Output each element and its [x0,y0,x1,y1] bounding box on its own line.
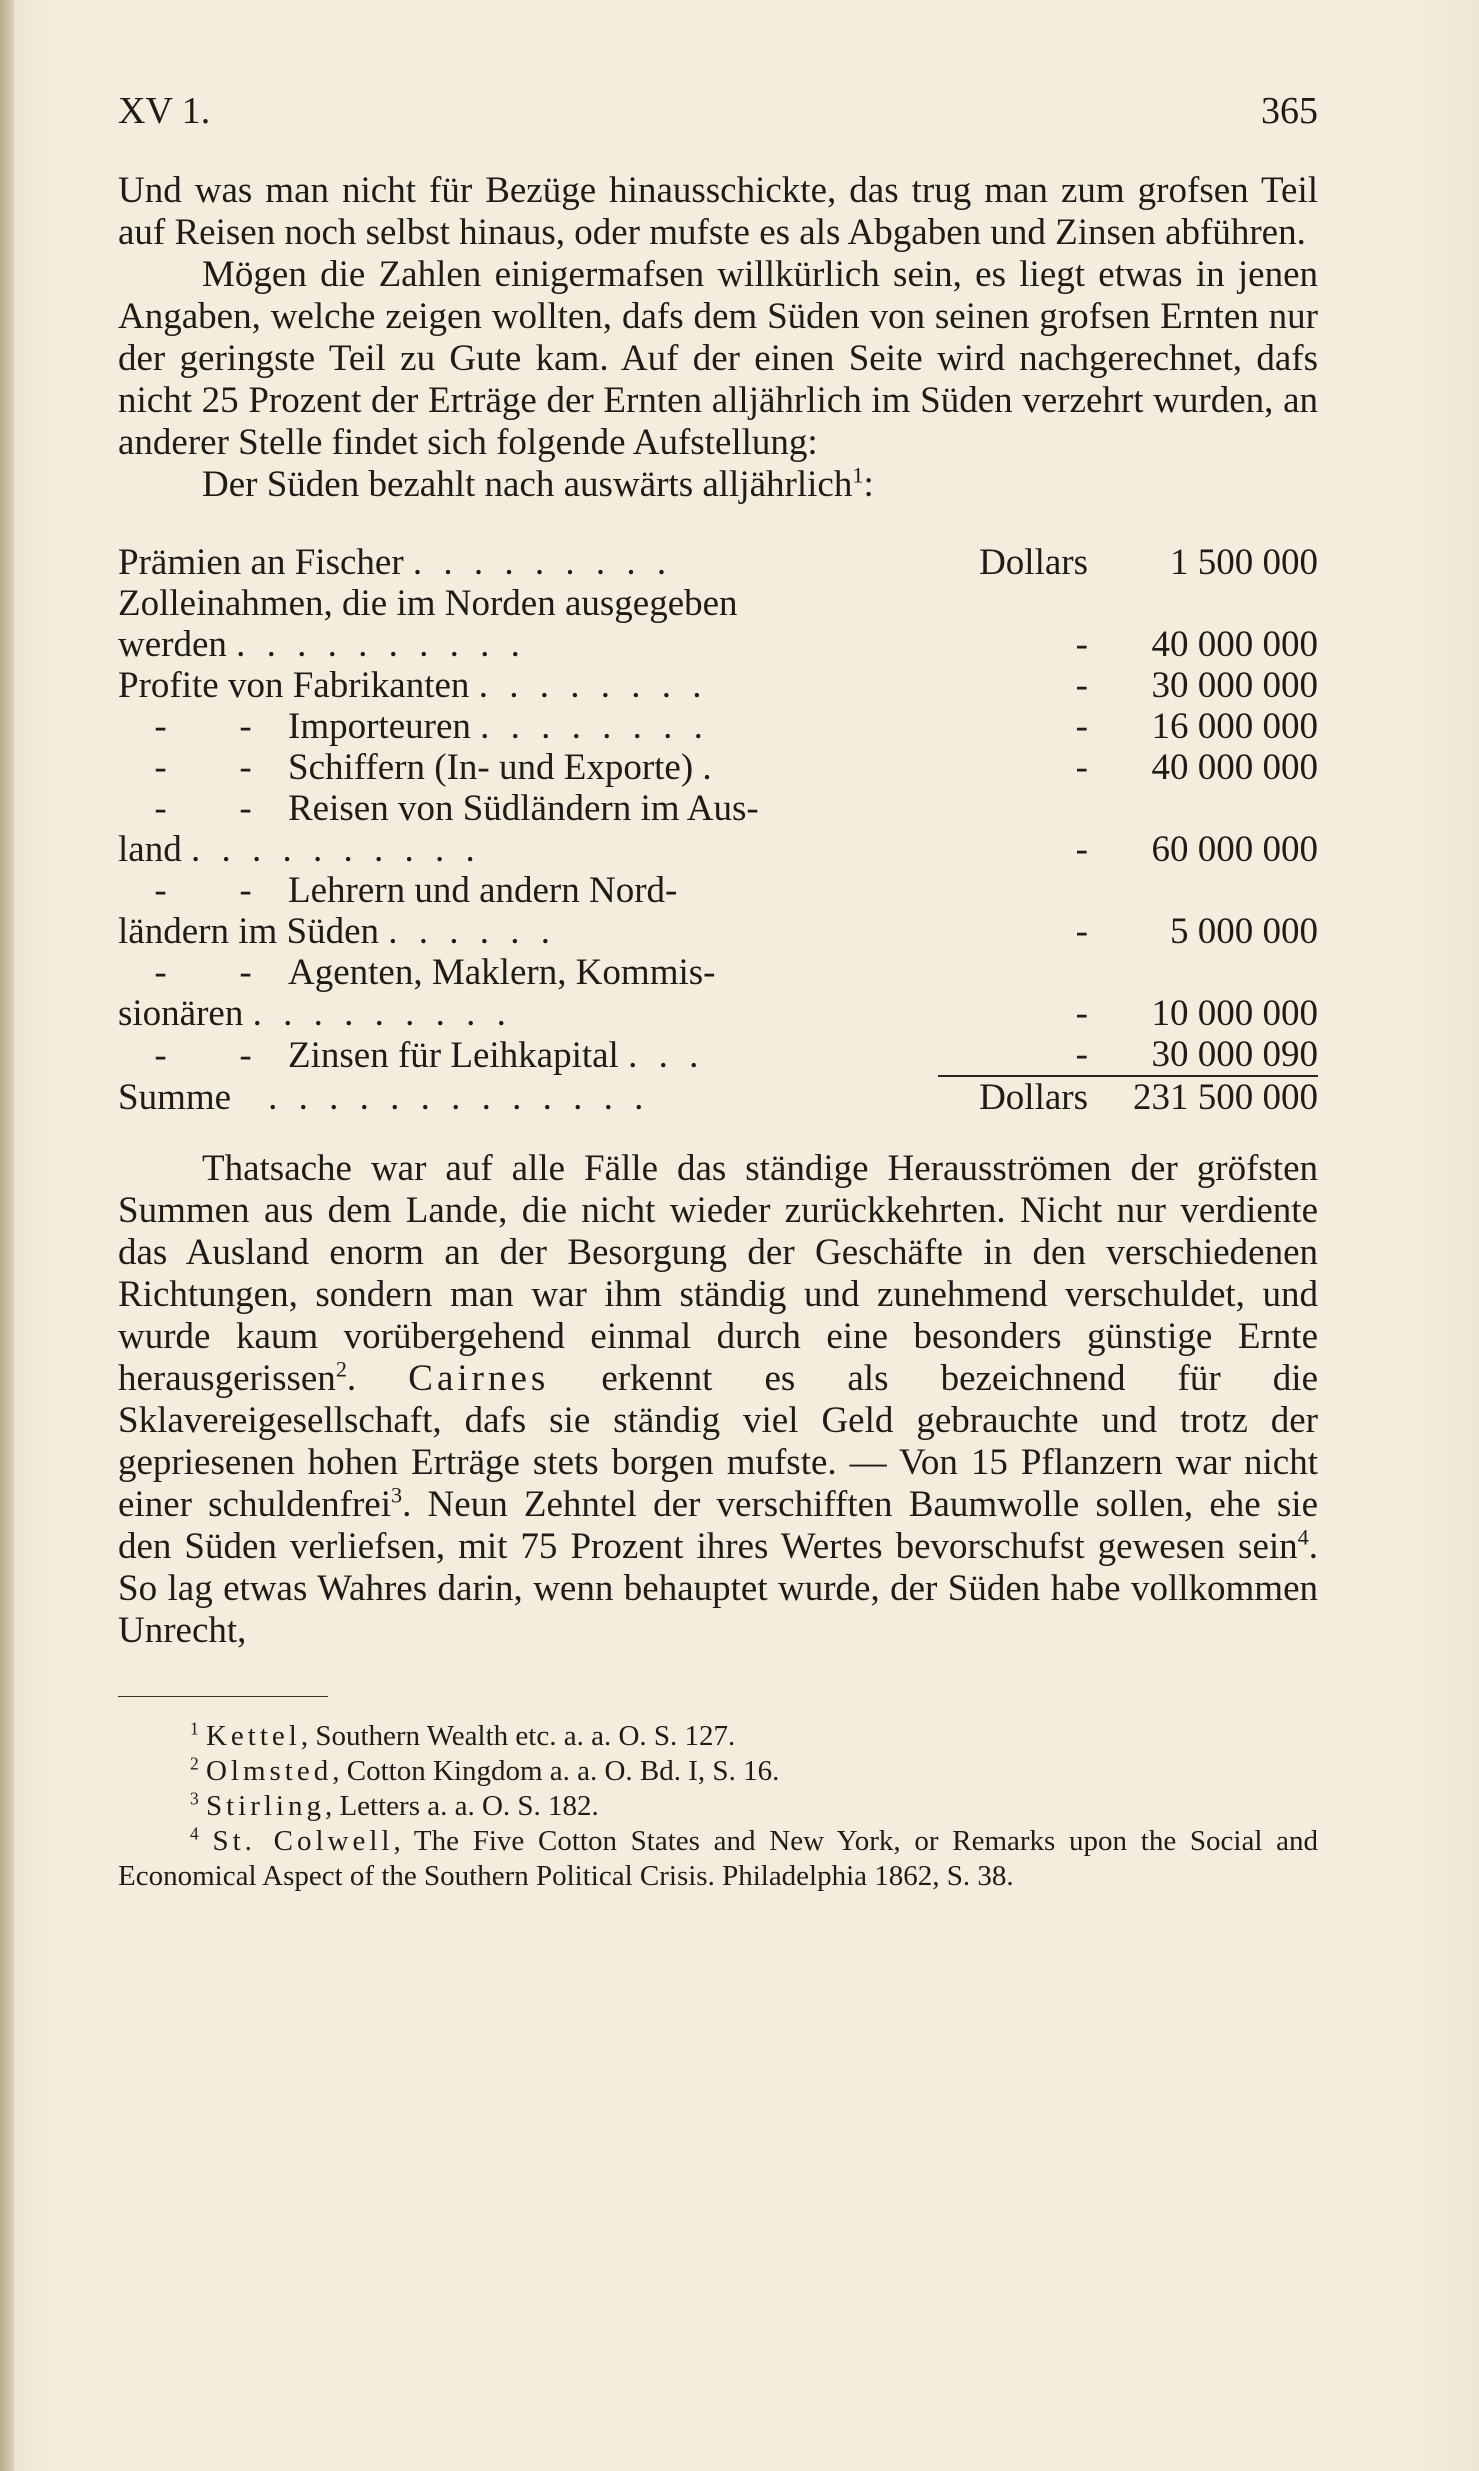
row-label: Profite von Fabrikanten [118,665,470,706]
row-label: Prämien an Fischer [118,542,404,583]
footnote-author: St. Colwell [212,1825,394,1857]
footnote-number: 1 [190,1718,199,1739]
row-label: ländern im Süden [118,911,380,952]
payments-table [118,542,1318,1118]
ditto-mark: - [154,1035,167,1076]
footnote-author: Stirling [205,1790,325,1822]
table-row: sionären . . . . . . . . . - 10 000 000 [118,993,1318,1034]
table-row: Prämien an Fischer . . . . . . . . . Dollars 1 500 000 [118,542,1318,583]
footnote [118,1754,1318,1789]
footnote-author: Olmsted [205,1755,333,1787]
table-row: land . . . . . . . . . . - 60 000 000 [118,829,1318,870]
row-label: Zolleinahmen, die im Norden ausgegeben [118,583,738,624]
row-amount: 10 000 000 [1151,993,1318,1034]
table-row [118,583,1318,624]
footnote-ref: 2 [335,1356,347,1382]
row-amount: 60 000 000 [1151,829,1318,870]
row-unit: - [1075,747,1088,788]
row-label: Agenten, Maklern, Kommis- [288,952,716,993]
row-label: Zinsen für Leihkapital [288,1035,619,1076]
row-label: Lehrern und andern Nord- [288,870,678,911]
footnote-number: 2 [190,1753,199,1774]
paragraph-1: Und was man nicht für Bezüge hinausschickte, das trug man zum grofsen Teil auf Reisen noch selbst hinaus, oder mufste es als Abgaben und Zinsen abführen. [118,170,1318,253]
page-content [118,90,1318,1894]
page-binding-edge [0,0,14,2471]
table-row: werden . . . . . . . . . . - 40 000 000 [118,624,1318,665]
row-unit: - [1075,911,1088,952]
table-row [118,870,1318,911]
ditto-mark: - [239,747,252,788]
table-row [118,952,1318,993]
row-label: sionären [118,993,244,1034]
paragraph-3: Thatsache war auf alle Fälle das ständige Herausströmen der gröfsten Summen aus dem Lande, die nicht wieder zurückkehrten. Nicht nur verdiente das Ausland enorm an der Besorgung der Geschäfte in den verschiedenen Richtungen, sondern man war ihm ständig und zunehmend verschuldet, und wurde kaum vorübergehend einmal durch eine besonders günstige Ernte herausgerissen$^2$. Cairnes erkennt es als bezeichnend für die Sklavereigesellschaft, dafs sie ständig viel Geld gebrauchte und trotz der gepriesenen hohen Erträge stets borgen mufste. — Von 15 Pflanzern war nicht einer schuldenfrei$^3$. Neun Zehntel der verschifften Baumwolle sollen, ehe sie den Süden verliefsen, mit 75 Prozent ihres Wertes bevorschufst gewesen sein$^4$. So lag etwas Wahres darin, wenn behauptet wurde, der Süden habe vollkommen Unrecht, [118,1148,1319,1651]
row-label: land [118,829,182,870]
footnote-text: , Cotton Kingdom a. a. O. Bd. I, S. 16. [332,1755,780,1787]
table-row: - - Importeuren . . . . . . . . - 16 000 000 [154,706,1318,747]
footnotes [118,1696,1318,1894]
table-total-row: Summe . . . . . . . . . . . . . Dollars 231 500 000 [118,1077,1318,1118]
table-intro: Der Süden bezahlt nach auswärts alljährlich$^1$: [202,462,874,505]
footnote-ref: 3 [391,1482,403,1508]
row-unit: - [1075,665,1088,706]
ditto-mark: - [154,788,167,829]
row-amount: 1 500 000 [1170,542,1318,583]
footnote [118,1789,1318,1824]
page-number: 365 [1261,90,1318,132]
ditto-mark: - [239,870,252,911]
table-row: - - Zinsen für Leihkapital . . . - 30 000 090 [154,1034,1318,1076]
ditto-mark: - [154,706,167,747]
ditto-mark: - [239,1035,252,1076]
row-amount: 40 000 000 [1151,747,1318,788]
footnote-author: Kettel [205,1720,301,1752]
row-label: Importeuren [288,706,471,747]
table-row: ländern im Süden . . . . . . - 5 000 000 [118,911,1318,952]
footnote [118,1719,1318,1754]
footnote [118,1824,1318,1894]
ditto-mark: - [154,952,167,993]
footnote-text: , The Five Cotton States and New York, or Remarks upon the Social and Economical Aspect of the Southern Political Crisis. Philadelphia 1862, S. 38. [118,1825,1319,1892]
table-row: Profite von Fabrikanten . . . . . . . . - 30 000 000 [118,665,1318,706]
author-name: Cairnes [408,1358,550,1399]
footnote-text: , Letters a. a. O. S. 182. [324,1790,599,1822]
row-label: Schiffern (In- und Exporte) [288,747,694,788]
footnote-number: 4 [190,1823,199,1844]
footnote-ref: 4 [1297,1524,1309,1550]
row-amount: 5 000 000 [1170,911,1318,952]
ditto-mark: - [154,870,167,911]
row-amount: 16 000 000 [1151,706,1318,747]
row-amount: 40 000 000 [1151,624,1318,665]
row-unit: - [1075,829,1088,870]
row-label: werden [118,624,227,665]
running-head [118,90,1318,132]
row-amount: 30 000 000 [1151,665,1318,706]
section-mark: XV 1. [118,90,211,132]
row-amount: 30 000 090 [1151,1034,1318,1075]
total-label: Summe [118,1077,232,1118]
row-unit: - [1075,1034,1088,1075]
ditto-mark: - [154,747,167,788]
row-unit: - [1075,624,1088,665]
row-unit: - [1075,993,1088,1034]
row-label: Reisen von Südländern im Aus- [288,788,759,829]
paragraph-2: Mögen die Zahlen einigermafsen willkürlich sein, es liegt etwas in jenen Angaben, welche zeigen wollten, dafs dem Süden von seinen grofsen Ernten nur der geringste Teil zu Gute kam. Auf der einen Seite wird nachgerechnet, dafs nicht 25 Prozent der Erträge der Ernten alljährlich im Süden verzehrt wurden, an anderer Stelle findet sich folgende Aufstellung: [118,254,1318,463]
table-row: - - Schiffern (In- und Exporte) . - 40 000 000 [154,747,1318,788]
row-unit: Dollars [979,542,1088,583]
total-amount: 231 500 000 [1088,1076,1318,1118]
footnote-number: 3 [190,1788,199,1809]
footnote-divider [118,1696,328,1697]
footnote-ref: 1 [852,462,864,488]
ditto-mark: - [239,706,252,747]
table-row [118,788,1318,829]
ditto-mark: - [239,788,252,829]
ditto-mark: - [239,952,252,993]
total-unit: Dollars [938,1076,1088,1118]
row-unit: - [1075,706,1088,747]
footnote-text: , Southern Wealth etc. a. a. O. S. 127. [300,1720,736,1752]
